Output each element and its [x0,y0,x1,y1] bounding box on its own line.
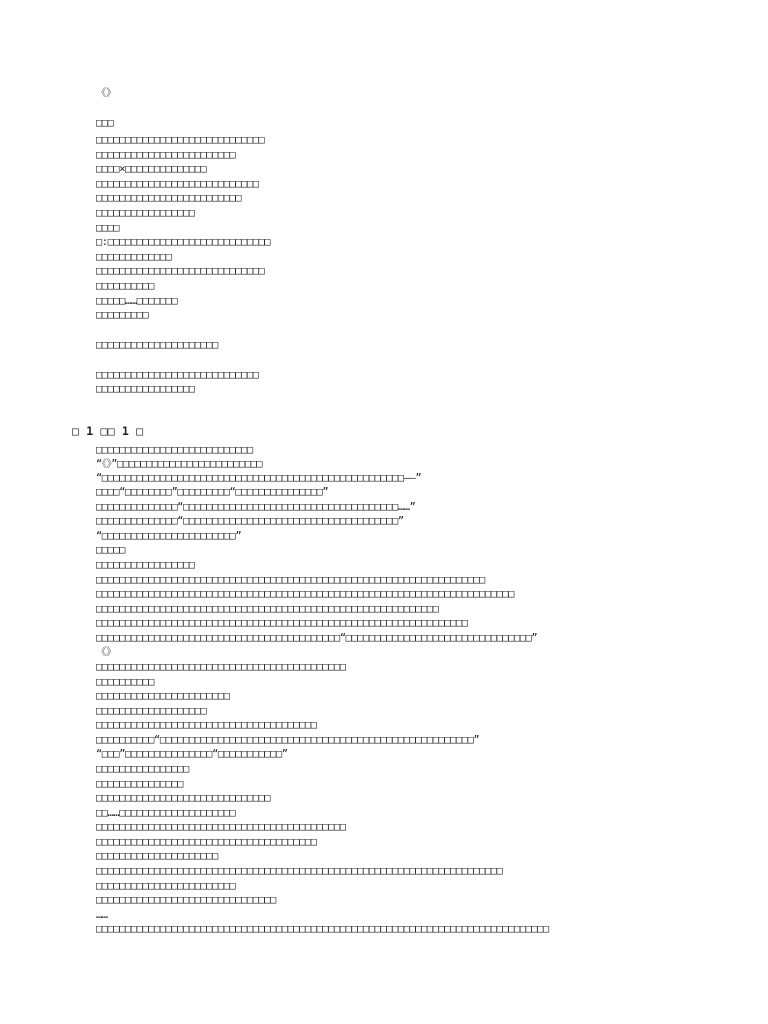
chapter-line: □□□□□□□□□□□□□□□□□□□□□□□□□□□□□□□□□□□□□□□□□□□□□□□□□□□□□□□□□□□□□□□□□□□□□□ [96,865,503,877]
book-title-mark: 《》 [96,87,116,99]
chapter-line: □□□□□□□□□□□□□□□□□□□ [96,705,207,717]
preface-line: □□□□□□□□□ [96,309,149,321]
chapter-line: □□□□□□□□□□□□□□□□□□□□□ [96,850,218,862]
preface-line: □□□□□□□□□□□□□□□□□□□□□□□□□□□□□ [96,265,265,277]
chapter-line: □□□□□□□□□□□□□□□□□□□□□□□ [96,690,230,702]
preface-closing-line: □□□□□□□□□□□□□□□□□ [96,383,195,395]
chapter-line: □□□□□□□□□□□□□□□□ [96,763,189,775]
chapter-line: □□□□□□□□□□□□□□“□□□□□□□□□□□□□□□□□□□□□□□□□□□□□□□□□□□□□” [96,515,404,527]
chapter-line: “□□□”□□□□□□□□□□□□□□□“□□□□□□□□□□□” [96,748,288,760]
chapter-line: “《》”□□□□□□□□□□□□□□□□□□□□□□□□□ [96,458,263,470]
preface-line: □□□□□……□□□□□□□ [96,295,178,307]
chapter-line: □□□□□□□□□□□□□□□□□□□□□□□□□□□□□□□□□□□□□□□□□□□□□□□□□□□□□□□□□□□ [96,603,439,615]
preface-line: □□□□□□□□□□ [96,280,155,292]
chapter-line: □□□□□□□□□□□□□□□□□□□□□□□□□□□□□□□□□□□□□□□□□□“□□□□□□□□□□□□□□□□□□□□□□□□□□□□□□□□” [96,632,538,644]
chapter-line: 《》 [96,646,116,658]
chapter-line: □□……□□□□□□□□□□□□□□□□□□□□ [96,807,236,819]
chapter-line: □□□□□□□□□□□□□□□□□□□□□□□□□□□ [96,444,253,456]
chapter-line: □□□□□□□□□□□□□□□□□□□□□□□□□□□□□□□□□□□□□□□□□□□□□□□□□□□□□□□□□□□□□□□□ [96,617,468,629]
chapter-line: □□□□□□□□□□□□□□□□□ [96,559,195,571]
chapter-line: “□□□□□□□□□□□□□□□□□□□□□□□” [96,530,242,542]
preface-closing-line: □□□□□□□□□□□□□□□□□□□□□□□□□□□□ [96,369,259,381]
preface-note: □□□□□□□□□□□□□□□□□□□□□ [96,339,218,351]
chapter-line: □□□□□□□□□□□□□□□□□□□□□□□□□□□□□□□□□□□□□□□□□□□□□□□□□□□□□□□□□□□□□□□□□□□□□□□□ [96,588,515,600]
chapter-line: □□□□□□□□□□□□□□“□□□□□□□□□□□□□□□□□□□□□□□□□□□□□□□□□□□□□……” [96,501,416,513]
preface-line: □□□□□□□□□□□□□□□□□□□□□□□□ [96,149,236,161]
preface-line: □□□□□□□□□□□□□□□□□□□□□□□□□ [96,192,242,204]
preface-line: □□□□□□□□□□□□□□□□□□□□□□□□□□□□ [96,178,259,190]
chapter-line: □□□□□□□□□□□□□□□□□□□□□□□□□□□□□□□□□□□□□□□□□□□ [96,661,346,673]
preface-line: □□□□□□□□□□□□□□□□□ [96,207,195,219]
chapter-line: “□□□□□□□□□□□□□□□□□□□□□□□□□□□□□□□□□□□□□□□□□□□□□□□□□□□□——” [96,472,422,484]
chapter-line: □□□□□□□□□□□□□□□□□□□□□□□□□□□□□□□ [96,894,276,906]
chapter-line: □□□□□□□□□□□□□□□□□□□□□□□□□□□□□□□□□□□□□□□□□□□□□□□□□□□□□□□□□□□□□□□□□□□□□□□□□□□□□□ [96,923,549,935]
chapter-line: □□□□□□□□□□“□□□□□□□□□□□□□□□□□□□□□□□□□□□□□□□□□□□□□□□□□□□□□□□□□□□□□□” [96,734,480,746]
chapter-heading: □ 1 □□ 1 □ [72,424,144,438]
chapter-line: □□□□□ [96,544,126,556]
chapter-line: …… [96,909,108,921]
preface-line: □□□□□□□□□□□□□□□□□□□□□□□□□□□□□ [96,134,265,146]
chapter-line: □□□□□□□□□□□□□□□□□□□□□□□□□□□□□□□□□□□□□□ [96,836,317,848]
chapter-line: □□□□□□□□□□□□□□□□□□□□□□□□ [96,880,236,892]
preface-line: □□□ [96,117,114,129]
chapter-line: □□□□“□□□□□□□□”□□□□□□□□□“□□□□□□□□□□□□□□□” [96,486,329,498]
preface-line: □□□□ [96,222,120,234]
chapter-line: □□□□□□□□□□□□□□□ [96,778,184,790]
chapter-line: □□□□□□□□□□□□□□□□□□□□□□□□□□□□□□□□□□□□□□□□□□□ [96,821,346,833]
preface-line: □:□□□□□□□□□□□□□□□□□□□□□□□□□□□□ [96,236,271,248]
chapter-line: □□□□□□□□□□□□□□□□□□□□□□□□□□□□□□□□□□□□□□ [96,719,317,731]
chapter-line: □□□□□□□□□□□□□□□□□□□□□□□□□□□□□□ [96,792,271,804]
chapter-line: □□□□□□□□□□□□□□□□□□□□□□□□□□□□□□□□□□□□□□□□□□□□□□□□□□□□□□□□□□□□□□□□□□□ [96,574,485,586]
chapter-line: □□□□□□□□□□ [96,676,155,688]
preface-line: □□□□□□□□□□□□□ [96,251,172,263]
preface-line: □□□□×□□□□□□□□□□□□□□ [96,163,207,175]
